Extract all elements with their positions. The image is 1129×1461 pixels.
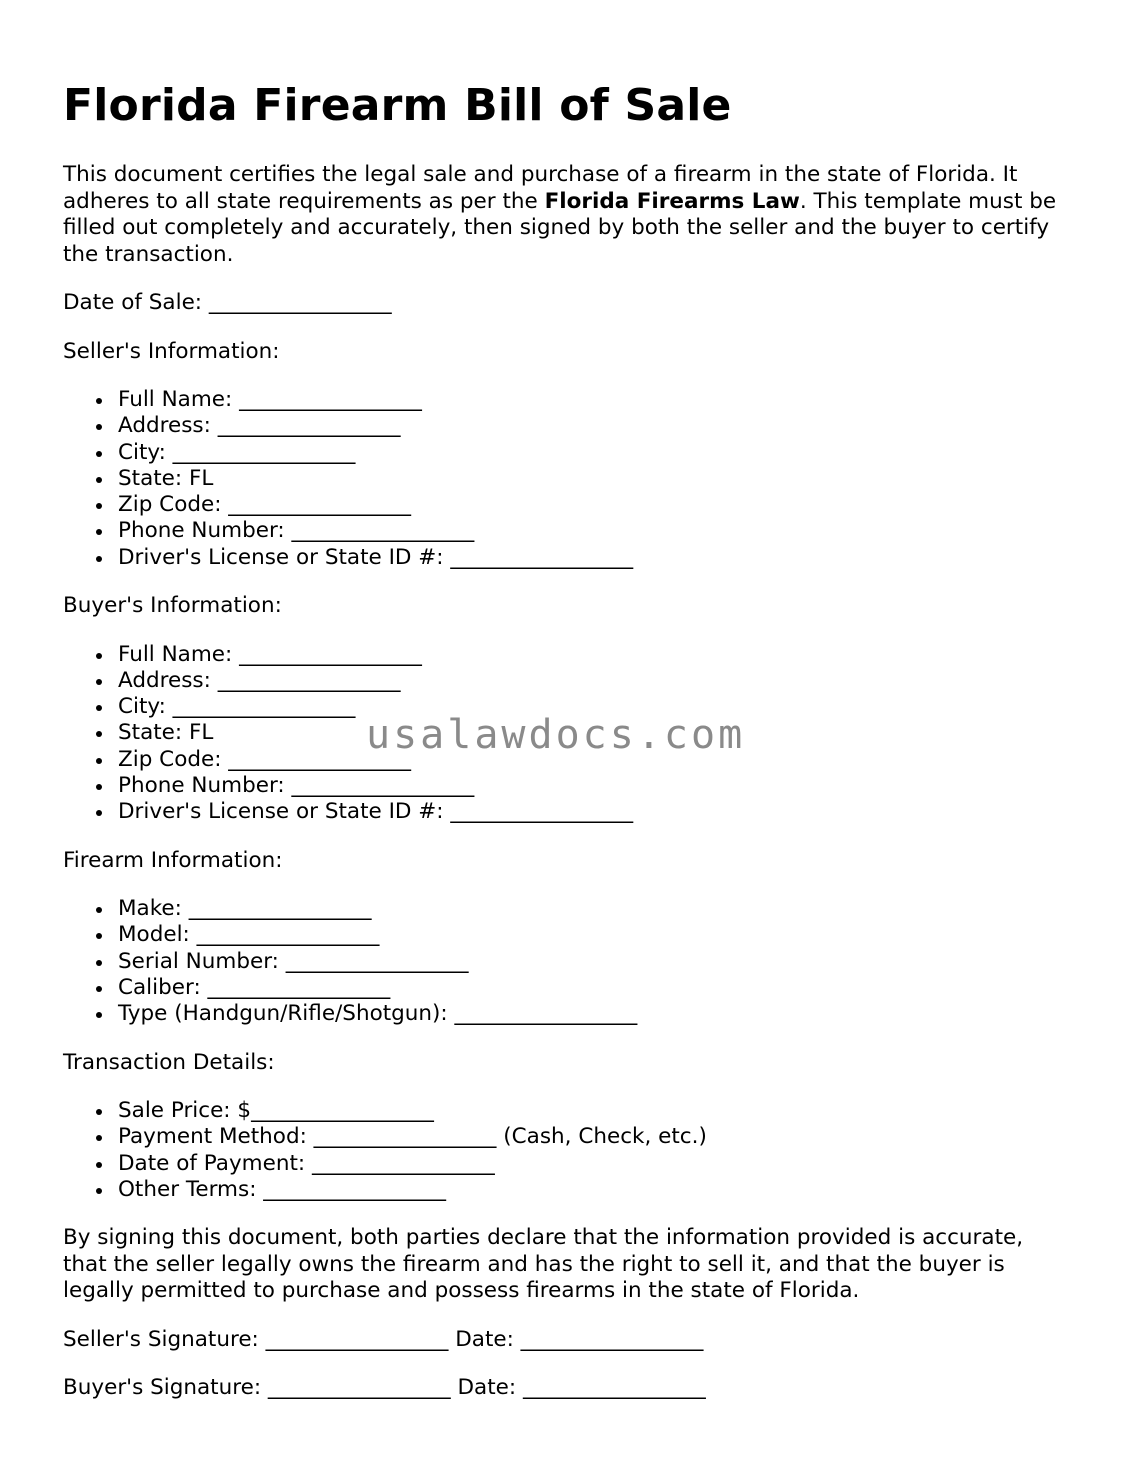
seller-state-field: State: FL: [118, 466, 1063, 492]
declaration-paragraph: By signing this document, both parties declare that the information provided is accurate, that the seller legally owns the firearm and has the right to sell it, and that the buyer is legally permitted to purchase and possess firearms in the state of Florida.: [63, 1225, 1024, 1304]
buyer-section-heading: Buyer's Information:: [63, 593, 282, 619]
firearm-section-heading: Firearm Information:: [63, 847, 283, 873]
seller-city-field[interactable]: City: _________________: [118, 440, 1063, 466]
document-page: [63, 0, 1063, 1402]
watermark-text: usalawdocs.com: [366, 712, 746, 758]
buyer-signature-line[interactable]: Buyer's Signature: _________________ Date: _________________: [63, 1375, 706, 1401]
buyer-license-field[interactable]: Driver's License or State ID #: _________________: [118, 799, 1063, 825]
document-title: Florida Firearm Bill of Sale: [63, 80, 732, 131]
firearm-model-field[interactable]: Model: _________________: [118, 922, 1063, 948]
buyer-address-field[interactable]: Address: _________________: [118, 668, 1063, 694]
other-terms-field[interactable]: Other Terms: _________________: [118, 1177, 1063, 1203]
intro-paragraph: [63, 162, 1063, 268]
seller-zip-field[interactable]: Zip Code: _________________: [118, 492, 1063, 518]
payment-date-field[interactable]: Date of Payment: _________________: [118, 1151, 1063, 1177]
transaction-section-heading: Transaction Details:: [63, 1049, 275, 1075]
seller-signature-line[interactable]: Seller's Signature: _________________ Date: _________________: [63, 1326, 704, 1352]
payment-method-field[interactable]: Payment Method: _________________ (Cash, Check, etc.): [118, 1124, 1063, 1150]
buyer-city-field[interactable]: City: _________________: [118, 694, 1063, 720]
sale-price-field[interactable]: Sale Price: $_________________: [118, 1098, 1063, 1124]
seller-phone-field[interactable]: Phone Number: _________________: [118, 518, 1063, 544]
firearm-make-field[interactable]: Make: _________________: [118, 896, 1063, 922]
seller-address-field[interactable]: Address: _________________: [118, 413, 1063, 439]
firearm-caliber-field[interactable]: Caliber: _________________: [118, 975, 1063, 1001]
date-of-sale-field[interactable]: Date of Sale: _________________: [63, 290, 392, 315]
buyer-full-name-field[interactable]: Full Name: _________________: [118, 642, 1063, 668]
intro-text-start: This document certifies the legal sale and purchase of a firearm in the state of Florida. It adheres to all state requirements as per the: [63, 162, 1018, 214]
buyer-zip-field[interactable]: Zip Code: _________________: [118, 747, 1063, 773]
buyer-state-field: State: FL: [118, 720, 1063, 746]
transaction-field-list: [63, 1098, 1063, 1203]
seller-full-name-field[interactable]: Full Name: _________________: [118, 387, 1063, 413]
buyer-phone-field[interactable]: Phone Number: _________________: [118, 773, 1063, 799]
seller-license-field[interactable]: Driver's License or State ID #: _________________: [118, 545, 1063, 571]
firearm-field-list: [63, 896, 1063, 1027]
intro-law-name: Florida Firearms Law: [544, 188, 800, 214]
seller-section-heading: Seller's Information:: [63, 338, 280, 364]
intro-text-end: . This template must be filled out completely and accurately, then signed by both the seller and the buyer to certify the transaction.: [63, 188, 1057, 267]
firearm-type-field[interactable]: Type (Handgun/Rifle/Shotgun): _________________: [118, 1001, 1063, 1027]
firearm-serial-field[interactable]: Serial Number: _________________: [118, 949, 1063, 975]
seller-field-list: [63, 387, 1063, 571]
